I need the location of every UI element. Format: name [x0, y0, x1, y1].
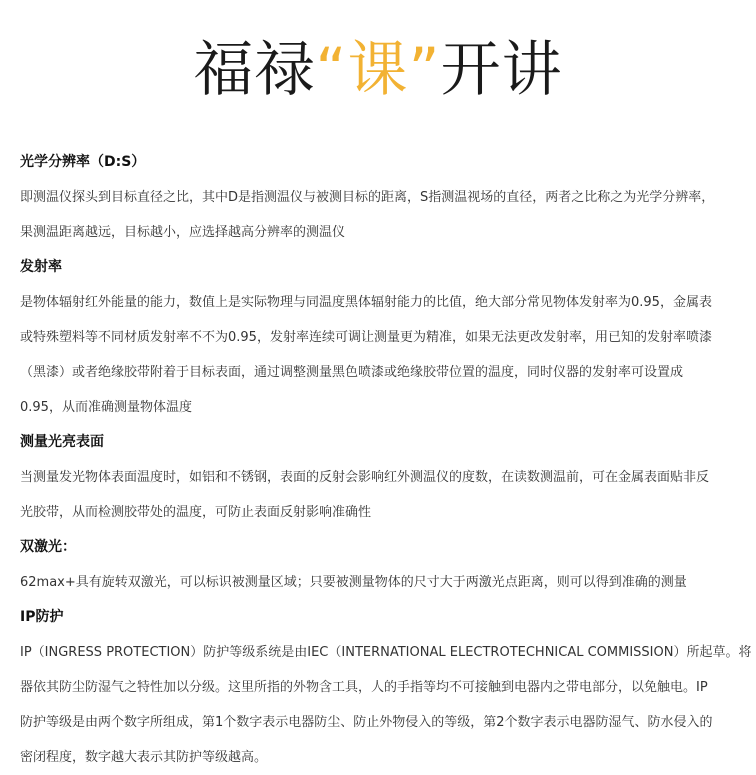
paragraph-line: IP（INGRESS PROTECTION）防护等级系统是由IEC（INTERNATIONAL ELECTROTECHNICAL COMMISSION）所起草。将 [20, 645, 752, 660]
paragraph-line: 即测温仪探头到目标直径之比，其中D是指测温仪与被测目标的距离，S指测温视场的直径，两者之比称之为光学分辨率， [20, 190, 715, 205]
title-part-2: 开讲 [440, 35, 563, 105]
section-heading: 光学分辨率（D:S） [20, 154, 146, 170]
section-shiny-surface [20, 425, 756, 530]
article-body [20, 145, 756, 775]
section-heading: 测量光亮表面 [20, 434, 104, 450]
paragraph-line: 防护等级是由两个数字所组成，第1个数字表示电器防尘、防止外物侵入的等级，第2个数字表示电器防湿气、防水侵入的 [20, 715, 713, 730]
section-heading: IP防护 [20, 609, 64, 625]
section-heading: 发射率 [20, 259, 62, 275]
paragraph-line: 当测量发光物体表面温度时，如铝和不锈钢，表面的反射会影响红外测温仪的度数，在读数测温前，可在金属表面贴非反 [20, 470, 710, 485]
title-close-quote: ” [408, 35, 441, 105]
section-dual-laser [20, 530, 756, 600]
paragraph-line: （黑漆）或者绝缘胶带附着于目标表面，通过调整测量黑色喷漆或绝缘胶带位置的温度，同时仪器的发射率可设置成 [20, 365, 684, 380]
paragraph-line: 62max+具有旋转双激光，可以标识被测量区域；只要被测量物体的尺寸大于两激光点距离，则可以得到准确的测量 [20, 575, 687, 590]
paragraph-line: 密闭程度，数字越大表示其防护等级越高。 [20, 750, 268, 765]
section-emissivity [20, 250, 756, 425]
title-part-1: 福禄 [193, 35, 316, 105]
section-heading: 双激光： [20, 539, 76, 555]
paragraph-line: 果测温距离越远，目标越小，应选择越高分辨率的测温仪 [20, 225, 346, 240]
section-ip-protection [20, 600, 756, 775]
paragraph-line: 或特殊塑料等不同材质发射率不不为0.95，发射率连续可调让测量更为精准，如果无法更改发射率，用已知的发射率喷漆 [20, 330, 712, 345]
title-open-quote: “ [315, 35, 348, 105]
paragraph-line: 0.95，从而准确测量物体温度 [20, 400, 192, 415]
page-title [0, 34, 756, 106]
paragraph-line: 光胶带，从而检测胶带处的温度，可防止表面反射影响准确性 [20, 505, 372, 520]
section-optical-resolution [20, 145, 756, 250]
paragraph-line: 器依其防尘防湿气之特性加以分级。这里所指的外物含工具，人的手指等均不可接触到电器内之带电部分，以免触电。IP [20, 680, 708, 695]
paragraph-line: 是物体辐射红外能量的能力，数值上是实际物理与同温度黑体辐射能力的比值，绝大部分常见物体发射率为0.95，金属表 [20, 295, 712, 310]
title-highlight: 课 [347, 35, 409, 105]
